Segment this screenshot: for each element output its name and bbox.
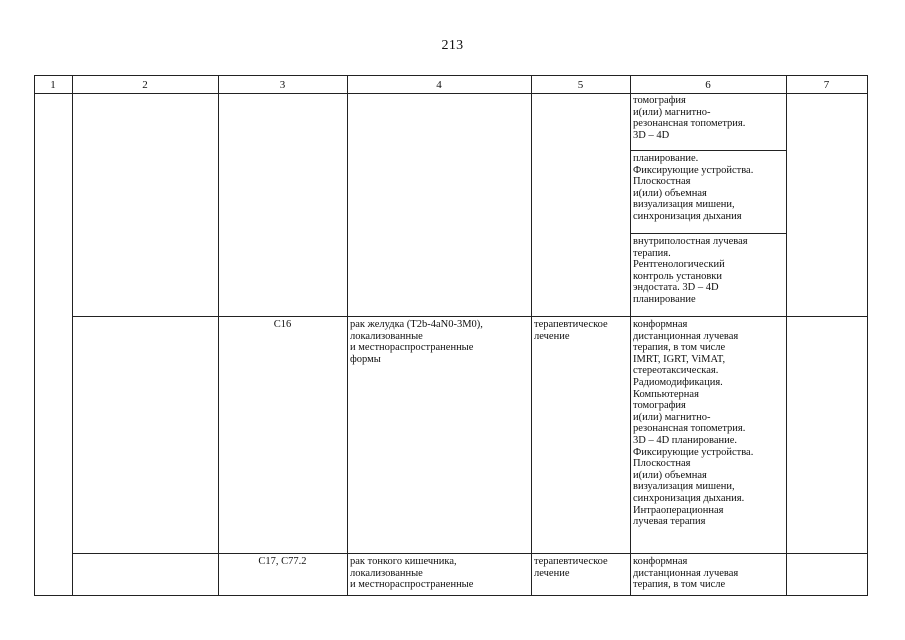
method-cell-continued-2: планирование. Фиксирующие устройства. Плоскостная и(или) объемная визуализация мишени, синхронизация дыхания [633, 153, 754, 222]
row-2-method: конформная дистанционная лучевая терапия, в том числе [633, 556, 739, 591]
header-col-5: 5 [577, 79, 584, 91]
col-border-1 [72, 75, 73, 596]
row-1-method: конформная дистанционная лучевая терапия, в том числе IMRT, IGRT, ViMAT, стереотаксическая. Радиомодификация. Компьютерная томография и(или) магнитно- резонансная топометрия. 3D – 4D планирование. Фиксирующие устройства. Плоскостная и(или) объемная визуализация мишени, синхронизация дыхания. Интраоперационная лучевая терапия [633, 319, 754, 528]
header-col-3: 3 [279, 79, 286, 91]
row-2-treatment: терапевтическое лечение [534, 556, 608, 579]
table-bottom-border [34, 595, 868, 596]
col-border-5 [630, 75, 631, 596]
col-border-3 [347, 75, 348, 596]
header-col-4: 4 [436, 79, 442, 91]
row-2-diagnosis: рак тонкого кишечника, локализованные и местнораспространенные [350, 556, 474, 591]
header-col-6: 6 [705, 79, 711, 91]
row-2-code: С17, С77.2 [258, 556, 307, 567]
header-col-7: 7 [823, 79, 830, 91]
col-border-7 [867, 75, 868, 596]
header-bottom-border [34, 93, 868, 94]
header-col-2: 2 [142, 79, 148, 91]
col-border-6 [786, 75, 787, 596]
method-cell-continued-3: внутриполостная лучевая терапия. Рентгенологический контроль установки эндостата. 3D – 4D планирование [633, 236, 748, 305]
page-number: 213 [441, 38, 464, 53]
row-divider-2 [72, 553, 868, 554]
row-1-code: С16 [273, 319, 292, 330]
col-border-0 [34, 75, 35, 596]
col6-divider-1 [630, 150, 786, 151]
table-top-border [34, 75, 868, 76]
method-cell-continued-1: томография и(или) магнитно- резонансная топометрия. 3D – 4D [633, 95, 746, 141]
header-col-1: 1 [50, 79, 56, 91]
col-border-2 [218, 75, 219, 596]
row-1-treatment: терапевтическое лечение [534, 319, 608, 342]
col6-divider-2 [630, 233, 786, 234]
row-1-diagnosis: рак желудка (T2b-4aN0-3M0), локализованные и местнораспространенные формы [350, 319, 483, 365]
col-border-4 [531, 75, 532, 596]
row-divider-1 [72, 316, 868, 317]
